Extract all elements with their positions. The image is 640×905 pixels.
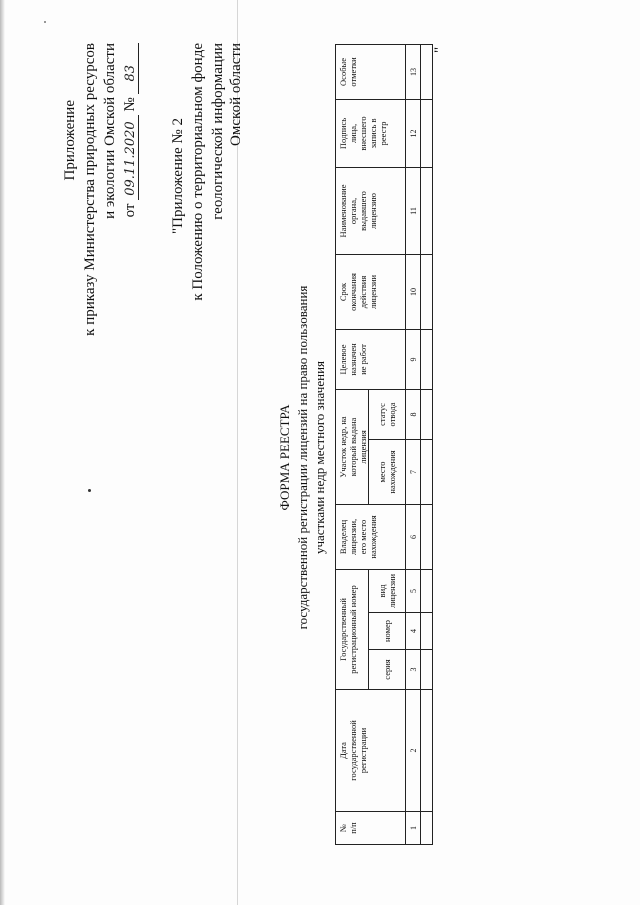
col-header-license-holder: Владелец лицензии, его место нахождения [336, 504, 406, 569]
empty-cell [421, 439, 433, 504]
order-ministry-line-1: к приказу Министерства природных ресурсов [82, 43, 98, 336]
scan-speck [88, 489, 91, 492]
table-empty-row [421, 44, 433, 844]
column-number: 3 [406, 650, 421, 690]
empty-cell [421, 613, 433, 650]
table-column-numbers-row [406, 44, 421, 844]
col-header-registration-date: Дата государственной регистрации [336, 690, 406, 812]
col-header-signature: Подпись лица, внесшего запись в реестр [336, 99, 406, 167]
col-header-number: № п/п [336, 812, 406, 845]
col-header-license-type: вид лицензии [369, 569, 406, 612]
empty-cell [421, 167, 433, 254]
form-subtitle-line-2: участками недр местного значения [312, 360, 327, 555]
empty-cell [421, 254, 433, 329]
empty-cell [421, 569, 433, 612]
order-date-handwritten: 09.11.2020 [123, 115, 139, 199]
scan-edge-shadow [0, 0, 5, 905]
column-number: 6 [406, 504, 421, 569]
table-header-row [336, 44, 369, 844]
order-date-line [120, 43, 140, 217]
order-date-prefix: от [122, 203, 138, 218]
column-number: 5 [406, 569, 421, 612]
column-number: 9 [406, 329, 421, 389]
order-ministry-line-2: и экологии Омской области [102, 43, 118, 219]
column-number: 8 [406, 389, 421, 439]
col-header-work-purpose: Целевое назначен ие работ [336, 329, 406, 389]
column-number: 11 [406, 167, 421, 254]
empty-cell [421, 329, 433, 389]
form-subtitle-line-1: государственной регистрации лицензий на право пользования [294, 285, 310, 630]
form-title: ФОРМА РЕЕСТРА [277, 404, 292, 511]
empty-cell [421, 812, 433, 845]
scan-speck [44, 21, 46, 23]
col-header-issuing-authority: Наименование органа, выдавшего лицензию [336, 167, 406, 254]
column-number: 7 [406, 439, 421, 504]
form-title-block [276, 10, 329, 905]
empty-cell [421, 650, 433, 690]
col-header-special-notes: Особые отметки [336, 44, 406, 99]
group-header-registration-number: Государственный регистрационный номер [336, 569, 369, 689]
column-number: 10 [406, 254, 421, 329]
order-number-handwritten: 83 [123, 43, 139, 94]
order-appendix-label: Приложение [62, 100, 78, 181]
order-number-sign: № [122, 97, 138, 112]
attachment-line-1: к Положению о территориальном фонде [190, 43, 206, 301]
empty-cell [421, 99, 433, 167]
column-number: 1 [406, 812, 421, 845]
empty-cell [421, 504, 433, 569]
col-header-reg-number: номер [369, 613, 406, 650]
col-header-expiry-date: Срок окончания действия лицензии [336, 254, 406, 329]
col-header-series: серия [369, 650, 406, 690]
column-number: 4 [406, 613, 421, 650]
attachment-line-3: Омской области [228, 43, 244, 146]
attachment-line-2: геологической информации [210, 43, 226, 220]
empty-cell [421, 690, 433, 812]
column-number: 13 [406, 44, 421, 99]
empty-cell [421, 389, 433, 439]
col-header-site-location: место нахождения [369, 439, 406, 504]
column-number: 12 [406, 99, 421, 167]
register-table [335, 44, 433, 845]
attachment-closing-quote: " [432, 46, 448, 53]
column-number: 2 [406, 690, 421, 812]
attachment-label: "Приложение № 2 [170, 118, 186, 234]
group-header-subsoil-site: Участок недр, на который выдана лицензия [336, 389, 369, 504]
col-header-allotment-status: статус отвода [369, 389, 406, 439]
